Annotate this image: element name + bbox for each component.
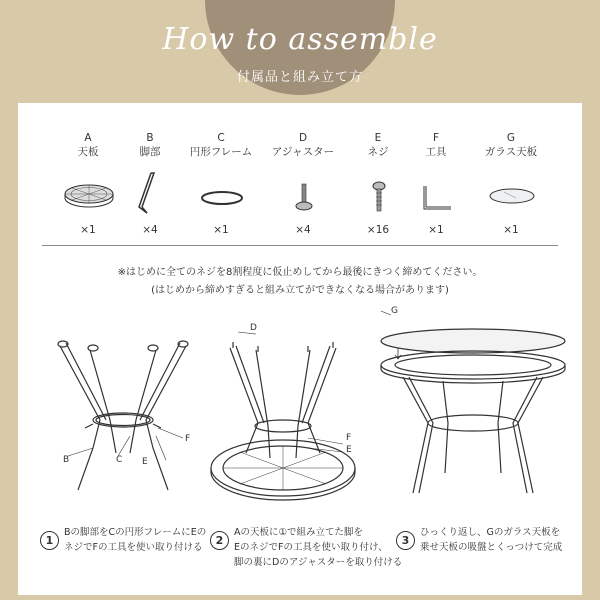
part-name: ガラス天板 xyxy=(484,146,538,158)
part-letter: F xyxy=(432,132,440,144)
step-3-text xyxy=(420,525,562,555)
part-name: アジャスター xyxy=(271,146,335,158)
hex-key-icon xyxy=(411,178,463,218)
part-f xyxy=(396,131,476,236)
step-2-line-3: 脚の裏にDのアジャスターを取り付ける xyxy=(234,557,403,568)
part-name: 円形フレーム xyxy=(189,146,253,158)
adjuster-icon xyxy=(278,178,330,218)
part-b xyxy=(110,131,190,236)
part-letter: A xyxy=(84,132,92,144)
page-subtitle: 付属品と組み立て方 xyxy=(236,70,363,85)
step2-label-d: D xyxy=(250,323,257,333)
step-3-line-2: 乗せ天板の吸盤とくっつけて完成 xyxy=(420,542,563,553)
tabletop-icon xyxy=(63,178,115,218)
part-c xyxy=(181,131,261,236)
part-qty: ×4 xyxy=(295,224,311,236)
step-1-line-1: Bの脚部をCの円形フレームにEの xyxy=(64,527,207,538)
page-title: How to assemble xyxy=(162,22,438,57)
part-qty: ×1 xyxy=(80,224,96,236)
step1-label-c: C xyxy=(116,455,123,465)
step2-label-e: E xyxy=(346,445,352,455)
instructions-panel xyxy=(18,103,582,595)
part-qty: ×16 xyxy=(366,224,390,236)
part-qty: ×4 xyxy=(142,224,158,236)
part-qty: ×1 xyxy=(428,224,444,236)
glass-top-icon xyxy=(486,178,538,218)
step-2-line-2: EのネジでFの工具を使い取り付け、 xyxy=(234,542,388,553)
leg-icon xyxy=(125,171,177,215)
part-letter: C xyxy=(217,132,225,144)
step-2-text xyxy=(234,525,402,570)
part-qty: ×1 xyxy=(503,224,519,236)
step-1-number: 1 xyxy=(40,531,59,550)
part-d xyxy=(263,131,343,236)
ring-frame-icon xyxy=(196,178,248,218)
note-line-1: ※はじめに全てのネジを8割程度に仮止めしてから最後にきつく締めてください。 xyxy=(117,267,483,278)
part-qty: ×1 xyxy=(213,224,229,236)
step-2-line-1: Aの天板に①で組み立てた脚を xyxy=(234,527,364,538)
step-1-text xyxy=(64,525,206,555)
part-name: ネジ xyxy=(367,146,389,158)
step2-label-f: F xyxy=(346,433,352,443)
parts-list xyxy=(18,103,582,243)
note-line-2: (はじめから締めすぎると組み立てができなくなる場合があります) xyxy=(151,285,449,296)
part-letter: B xyxy=(146,132,154,144)
step-2-diagram xyxy=(208,318,378,508)
step-1-diagram xyxy=(38,328,208,508)
step1-label-b: B xyxy=(63,455,70,465)
step-3-diagram xyxy=(373,303,573,513)
step1-label-e: E xyxy=(142,457,148,467)
part-name: 工具 xyxy=(425,146,447,158)
step3-label-g: G xyxy=(391,306,398,316)
divider xyxy=(42,245,558,246)
part-letter: G xyxy=(506,132,516,144)
step-3-number: 3 xyxy=(396,531,415,550)
part-name: 脚部 xyxy=(139,146,161,158)
step-3-line-1: ひっくり返し、Gのガラス天板を xyxy=(420,527,561,538)
part-letter: D xyxy=(298,132,308,144)
step-2-number: 2 xyxy=(210,531,229,550)
part-g xyxy=(471,131,551,236)
step-1-line-2: ネジでFの工具を使い取り付ける xyxy=(64,542,203,553)
part-letter: E xyxy=(374,132,382,144)
screw-icon xyxy=(353,178,405,218)
step1-label-f: F xyxy=(185,434,191,444)
part-name: 天板 xyxy=(77,146,99,158)
